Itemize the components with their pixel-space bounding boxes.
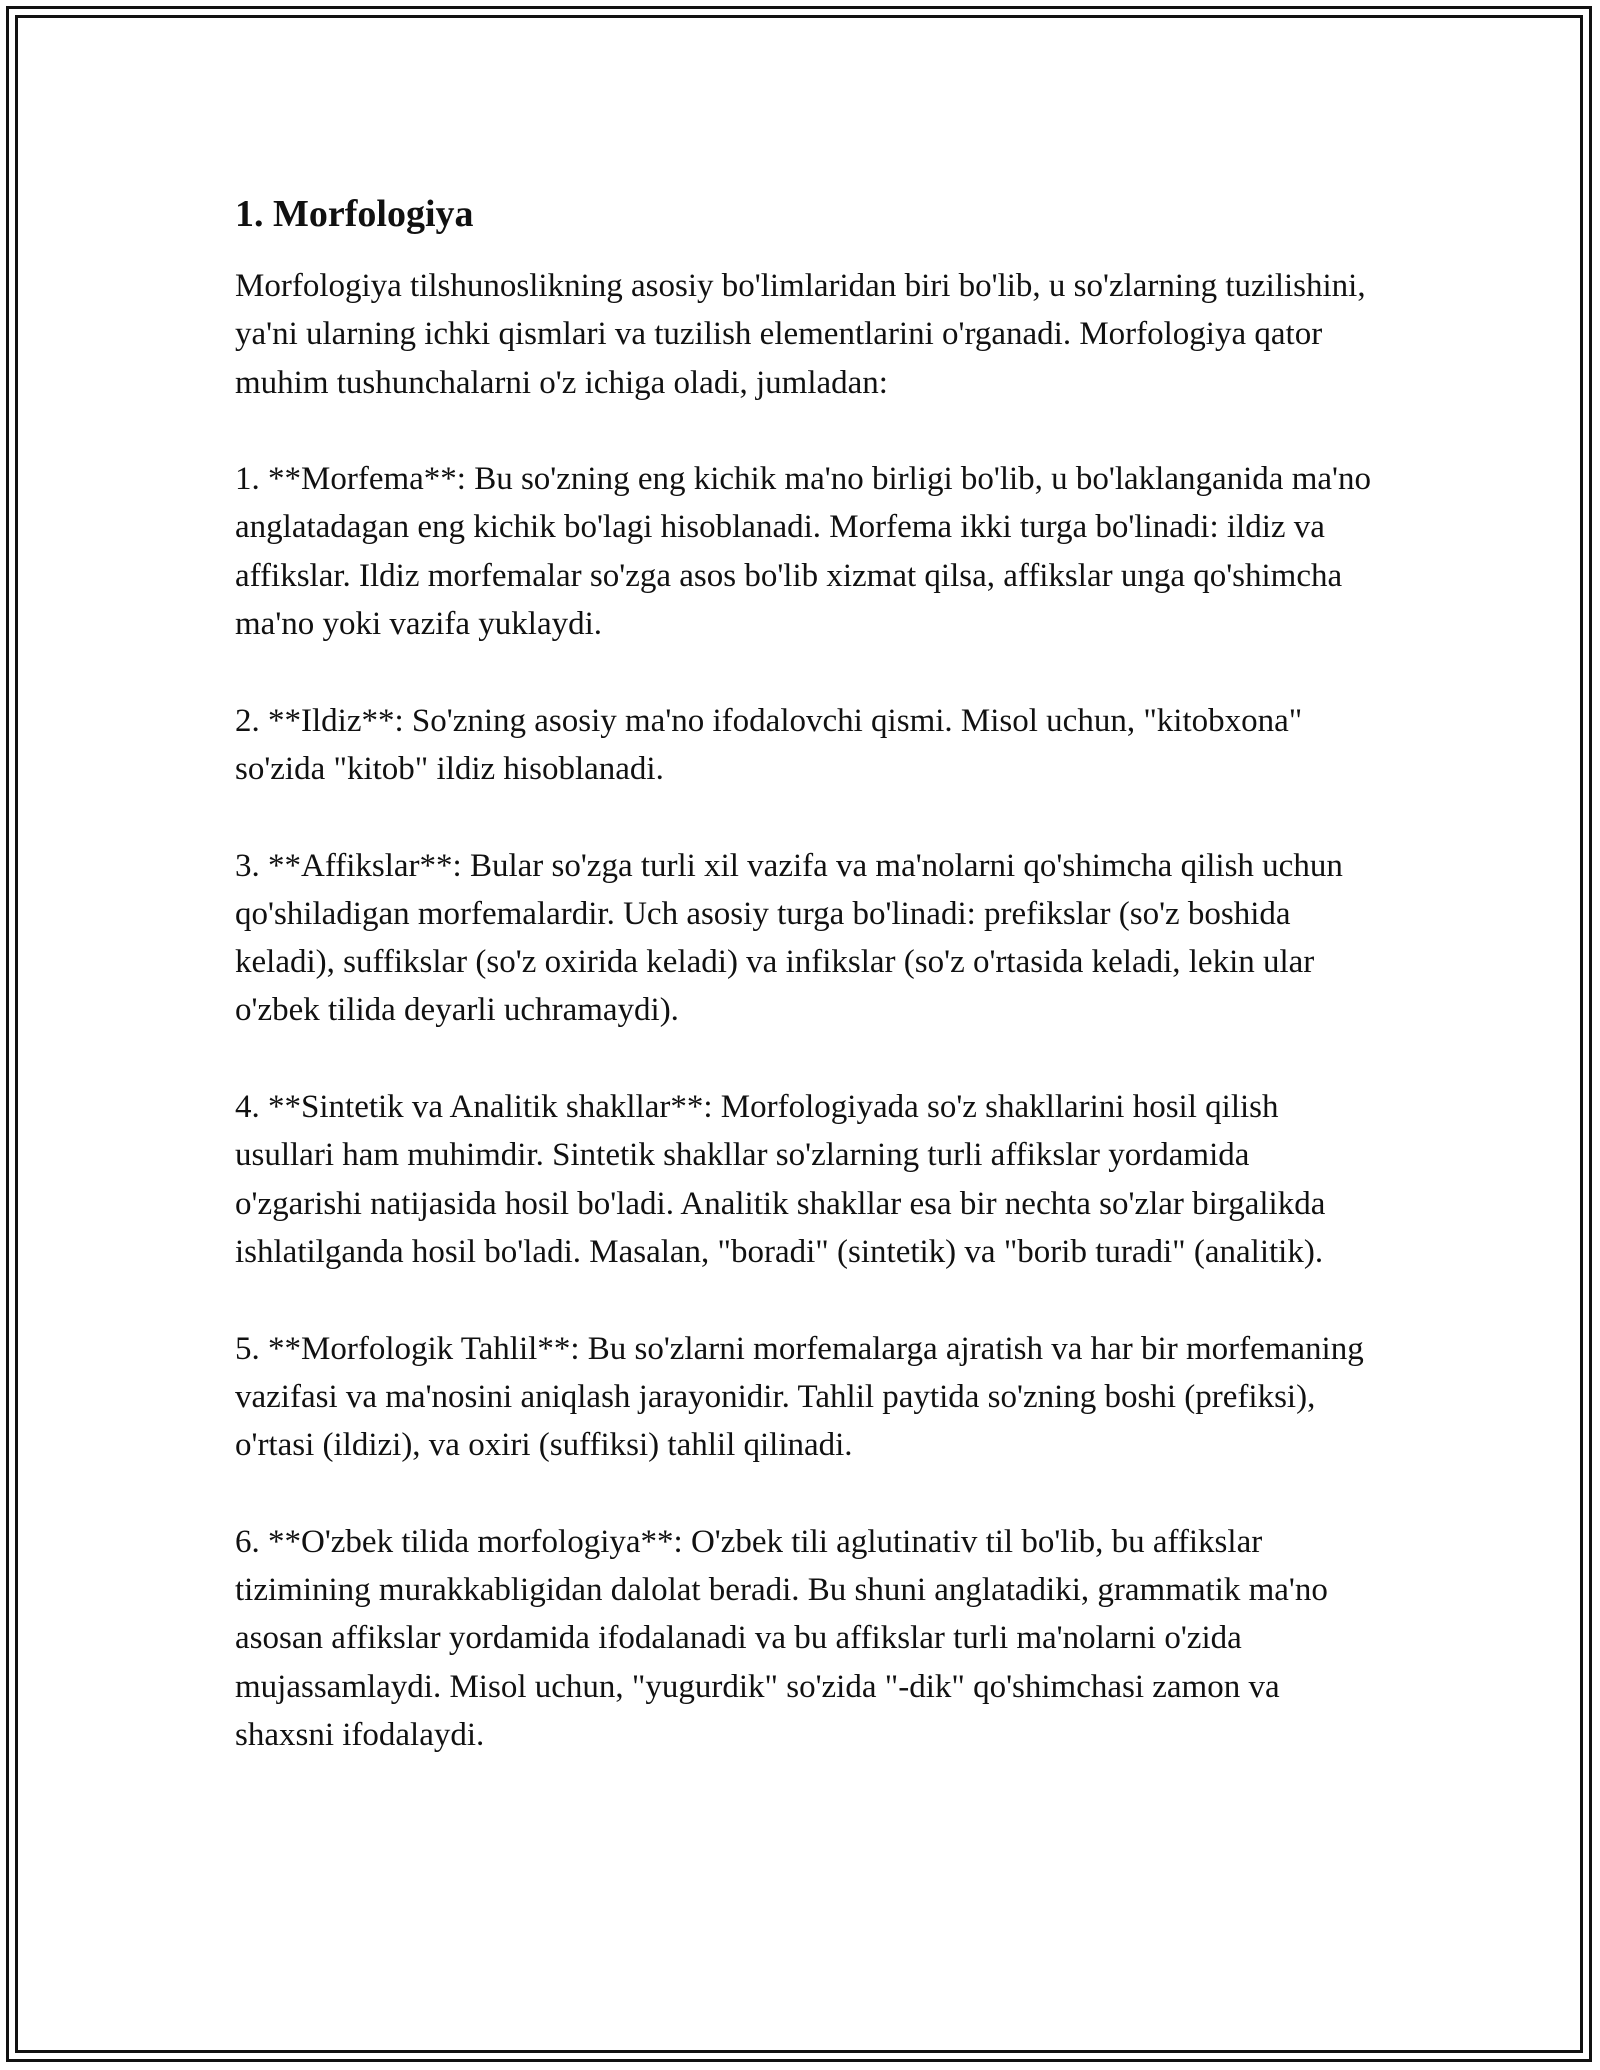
list-item-ozbek-morfologiya: 6. **O'zbek tilida morfologiya**: O'zbek tili aglutinativ til bo'lib, bu affikslar tizimining murakkabligidan dalolat beradi. Bu shuni anglatadiki, grammatik ma'no asosan affikslar yordamida ifodalanadi va bu affikslar turli ma'nolarni o'zida mujassamlaydi. Misol uchun, "yugurdik" so'zida "-dik" qo'shimchasi zamon va shaxsni ifodalaydi. [235, 1523, 1328, 1753]
list-item-morfema: 1. **Morfema**: Bu so'zning eng kichik ma'no birligi bo'lib, u bo'laklanganida ma'no anglatadagan eng kichik bo'lagi hisoblanadi. Morfema ikki turga bo'linadi: ildiz va affikslar. Ildiz morfemalar so'zga asos bo'lib xizmat qilsa, affikslar unga qo'shimcha ma'no yoki vazifa yuklaydi. [235, 461, 1371, 643]
list-item-ildiz: 2. **Ildiz**: So'zning asosiy ma'no ifodalovchi qismi. Misol uchun, "kitobxona" so'zida "kitob" ildiz hisoblanadi. [235, 702, 1303, 787]
list-item-morfologik-tahlil: 5. **Morfologik Tahlil**: Bu so'zlarni morfemalarga ajratish va har bir morfemaning vazifasi va ma'nosini aniqlash jarayonidir. Tahlil paytida so'zning boshi (prefiksi), o'rtasi (ildizi), va oxiri (suffiksi) tahlil qilinadi. [235, 1330, 1364, 1464]
intro-paragraph: Morfologiya tilshunoslikning asosiy bo'limlaridan biri bo'lib, u so'zlarning tuzilishini, ya'ni ularning ichki qismlari va tuzilish elementlarini o'rganadi. Morfologiya qator muhim tushunchalarni o'z ichiga oladi, jumladan: [235, 268, 1366, 401]
section-heading: 1. Morfologiya [235, 193, 474, 235]
document-body [235, 190, 1375, 1808]
list-item-sintetik-analitik: 4. **Sintetik va Analitik shakllar**: Morfologiyada so'z shakllarini hosil qilish usullari ham muhimdir. Sintetik shakllar so'zlarning turli affikslar yordamida o'zgarishi natijasida hosil bo'ladi. Analitik shakllar esa bir nechta so'zlar birgalikda ishlatilganda hosil bo'ladi. Masalan, "boradi" (sintetik) va "borib turadi" (analitik). [235, 1089, 1326, 1270]
list-item-affikslar: 3. **Affikslar**: Bular so'zga turli xil vazifa va ma'nolarni qo'shimcha qilish uchun qo'shiladigan morfemalardir. Uch asosiy turga bo'linadi: prefikslar (so'z boshida keladi), suffikslar (so'z oxirida keladi) va infikslar (so'z o'rtasida keladi, lekin ular o'zbek tilida deyarli uchramaydi). [235, 847, 1343, 1029]
